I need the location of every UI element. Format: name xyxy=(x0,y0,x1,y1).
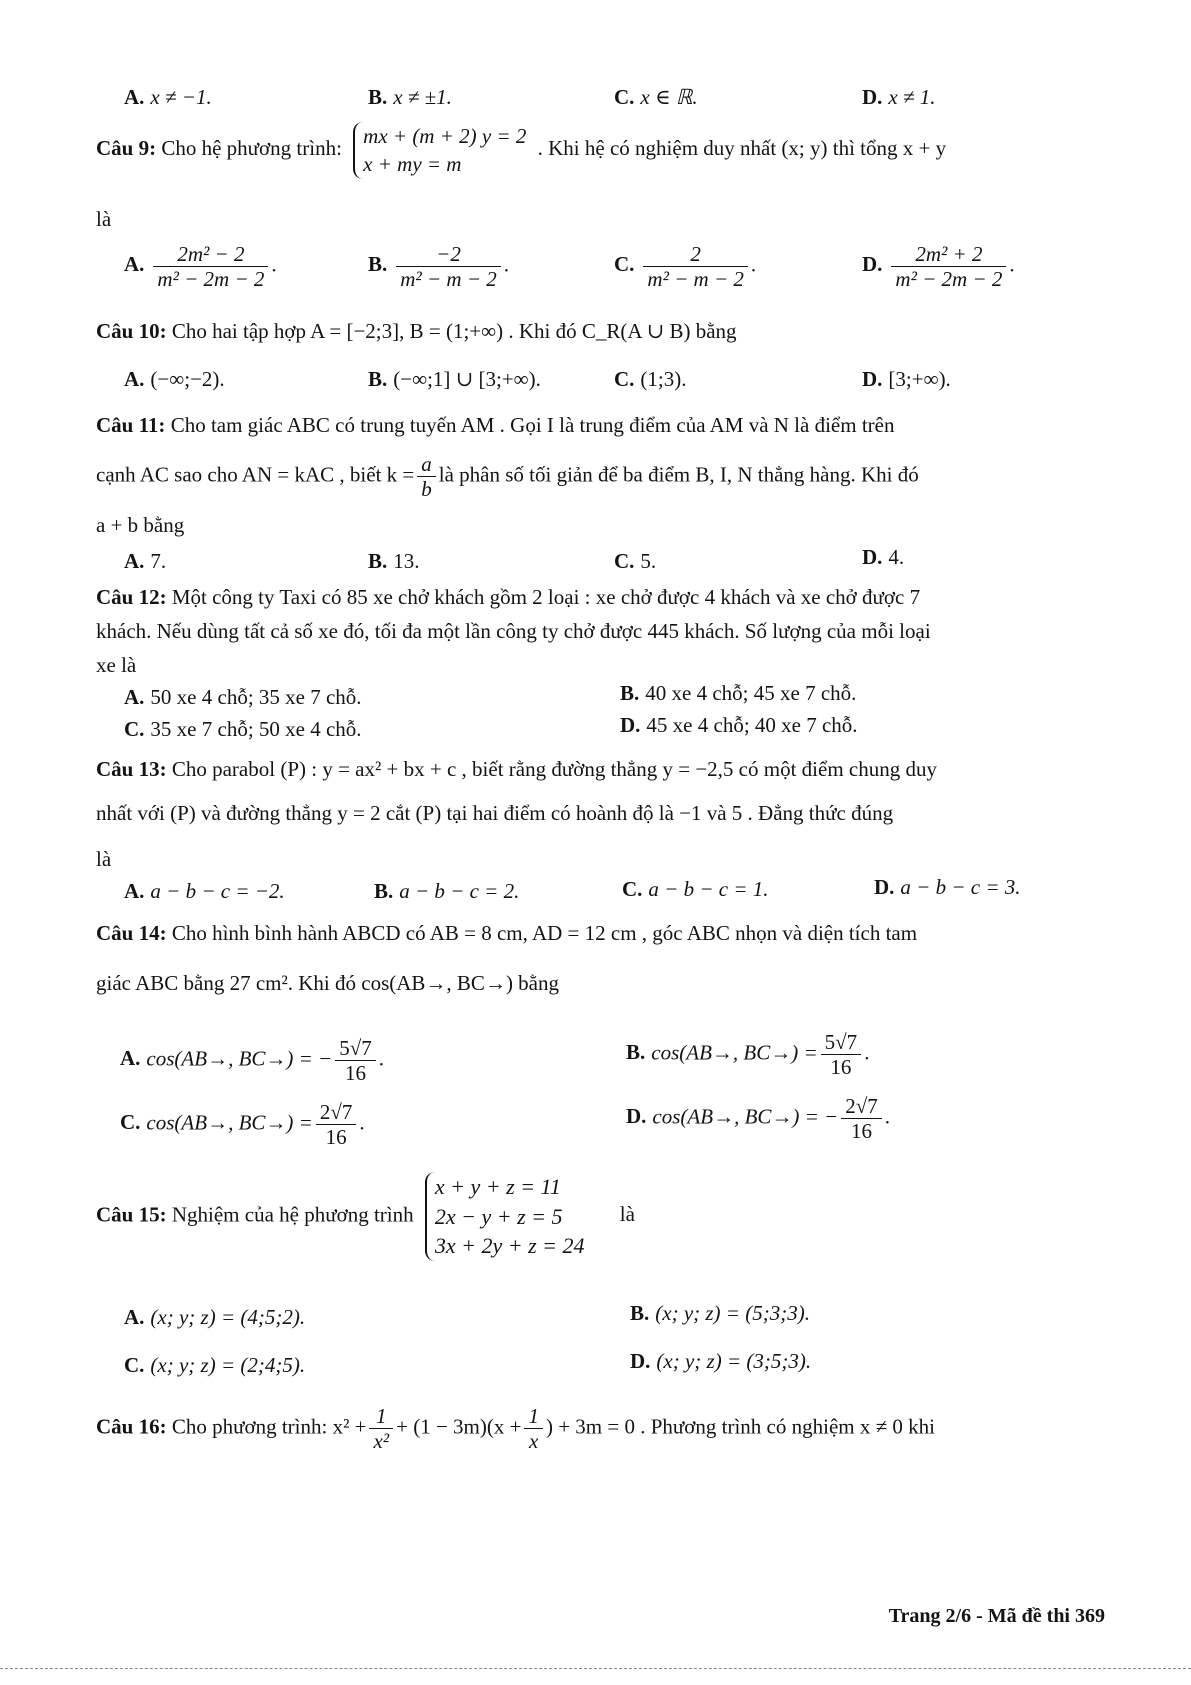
option-label: A. xyxy=(124,685,145,709)
q11-option-a xyxy=(124,548,166,574)
question-label: Câu 9: xyxy=(96,136,157,161)
option-label: A. xyxy=(124,879,145,903)
q14-option-c xyxy=(120,1100,365,1149)
question-line-2a: cạnh AC sao cho AN = kAC , biết k = xyxy=(96,462,415,487)
q14-option-d xyxy=(626,1094,890,1143)
denominator: m² − 2m − 2 xyxy=(895,267,1003,292)
equation-1: mx + (m + 2) y = 2 xyxy=(363,124,527,148)
option-text: (−∞;−2). xyxy=(150,367,225,391)
denominator: m² − m − 2 xyxy=(647,267,744,292)
numerator: 2 xyxy=(643,242,747,267)
question-label: Câu 13: xyxy=(96,757,167,781)
denominator: x² xyxy=(373,1429,390,1454)
fraction xyxy=(821,1030,862,1079)
option-lhs: cos(AB→, BC→) = − xyxy=(652,1104,839,1129)
q11-option-c xyxy=(614,548,656,574)
option-label: B. xyxy=(368,85,388,109)
option-text: [3;+∞). xyxy=(888,367,951,391)
option-label: A. xyxy=(124,549,145,573)
q13-option-b xyxy=(374,878,519,904)
option-label: B. xyxy=(620,681,640,705)
denominator: 16 xyxy=(830,1055,852,1080)
numerator: 2√7 xyxy=(316,1100,357,1125)
option-text: 50 xe 4 chỗ; 35 xe 7 chỗ. xyxy=(150,685,362,709)
option-label: C. xyxy=(124,717,145,741)
fraction xyxy=(396,242,500,291)
q11-option-d xyxy=(862,544,904,570)
fraction xyxy=(153,242,268,291)
question-13 xyxy=(96,756,937,782)
question-label: Câu 16: xyxy=(96,1414,167,1439)
fraction xyxy=(643,242,747,291)
question-11 xyxy=(96,412,894,438)
denominator: b xyxy=(421,477,432,502)
option-text: x ∈ ℝ. xyxy=(640,85,698,109)
question-9-tail: là xyxy=(96,207,112,231)
option-label: D. xyxy=(862,367,883,391)
option-label: A. xyxy=(120,1046,141,1071)
fraction xyxy=(841,1094,882,1143)
option-end: . xyxy=(378,1046,385,1071)
numerator: a xyxy=(417,452,436,477)
q11-option-b xyxy=(368,548,420,574)
q9-option-c xyxy=(614,242,756,291)
numerator: 2√7 xyxy=(841,1094,882,1119)
question-16 xyxy=(96,1404,935,1453)
option-end: . xyxy=(503,252,509,277)
option-text: (x; y; z) = (4;5;2). xyxy=(150,1305,306,1329)
question-end: ) + 3m = 0 . Phương trình có nghiệm x ≠ 0 khi xyxy=(545,1414,935,1439)
option-text: a − b − c = 2. xyxy=(399,879,520,903)
fraction-2 xyxy=(524,1404,543,1453)
denominator: m² − 2m − 2 xyxy=(157,267,265,292)
option-lhs: cos(AB→, BC→) = xyxy=(146,1110,313,1135)
numerator: 1 xyxy=(369,1404,393,1429)
q9-option-b xyxy=(368,242,509,291)
q12-option-b xyxy=(620,680,856,706)
question-label: Câu 12: xyxy=(96,585,167,609)
question-12-line-3: xe là xyxy=(96,653,137,677)
question-label: Câu 11: xyxy=(96,413,166,437)
question-intro: Nghiệm của hệ phương trình xyxy=(171,1202,414,1227)
option-text: (x; y; z) = (2;4;5). xyxy=(150,1353,306,1377)
option-text: a − b − c = 3. xyxy=(900,875,1021,899)
question-mid: + (1 − 3m)(x + xyxy=(396,1414,522,1439)
numerator: −2 xyxy=(396,242,500,267)
option-end: . xyxy=(864,1040,870,1065)
q9-option-a xyxy=(124,242,277,291)
option-label: D. xyxy=(626,1104,647,1129)
option-label: C. xyxy=(124,1353,145,1377)
question-14-line-2: giác ABC bằng 27 cm². Khi đó cos(AB→, BC→) bằng xyxy=(96,971,560,995)
question-11-line-2 xyxy=(96,452,919,501)
denominator: x xyxy=(529,1429,539,1454)
option-text: 5. xyxy=(640,549,657,573)
option-label: C. xyxy=(614,549,635,573)
question-line-1: Cho parabol (P) : y = ax² + bx + c , biết rằng đường thẳng y = −2,5 có một điểm chung duy xyxy=(171,757,937,781)
option-label: D. xyxy=(862,85,883,109)
option-text: (−∞;1] ∪ [3;+∞). xyxy=(393,367,541,391)
option-end: . xyxy=(884,1104,891,1129)
q8-option-c xyxy=(614,84,698,110)
q8-option-d xyxy=(862,84,936,110)
option-label: C. xyxy=(614,85,635,109)
equation-system xyxy=(353,122,526,179)
denominator: m² − m − 2 xyxy=(400,267,497,292)
option-label: C. xyxy=(622,877,643,901)
question-rest: . Khi hệ có nghiệm duy nhất (x; y) thì tổng x + y xyxy=(537,136,947,161)
q10-option-a xyxy=(124,366,225,392)
q14-option-a xyxy=(120,1036,384,1085)
denominator: 16 xyxy=(325,1125,347,1150)
question-text: Cho hai tập hợp A = [−2;3], B = (1;+∞) . Khi đó C_R(A ∪ B) bằng xyxy=(171,319,737,343)
option-label: D. xyxy=(630,1349,651,1373)
option-text: 45 xe 4 chỗ; 40 xe 7 chỗ. xyxy=(646,713,858,737)
option-text: (x; y; z) = (3;5;3). xyxy=(656,1349,812,1373)
question-13-line-2: nhất với (P) và đường thẳng y = 2 cắt (P) tại hai điểm có hoành độ là −1 và 5 . Đẳng thức đúng xyxy=(96,801,894,825)
question-line-2b: là phân số tối giản để ba điểm B, I, N thẳng hàng. Khi đó xyxy=(438,462,919,487)
option-label: A. xyxy=(124,252,145,277)
q15-option-c xyxy=(124,1352,305,1378)
option-end: . xyxy=(1009,252,1015,277)
question-tail: là xyxy=(619,1202,635,1227)
q12-option-c xyxy=(124,716,362,742)
q9-option-d xyxy=(862,242,1015,291)
option-text: 40 xe 4 chỗ; 45 xe 7 chỗ. xyxy=(645,681,857,705)
option-text: 4. xyxy=(888,545,905,569)
equation-1: x + y + z = 11 xyxy=(434,1174,561,1199)
question-intro: Cho hệ phương trình: xyxy=(161,136,342,161)
option-label: B. xyxy=(368,549,388,573)
q12-option-d xyxy=(620,712,858,738)
question-12-line-2: khách. Nếu dùng tất cả số xe đó, tối đa một lần công ty chở được 445 khách. Số lượng của mỗi loại xyxy=(96,619,931,643)
equation-system xyxy=(425,1172,585,1261)
question-label: Câu 15: xyxy=(96,1202,167,1227)
bottom-divider xyxy=(0,1668,1191,1669)
q10-option-b xyxy=(368,366,541,392)
fraction xyxy=(316,1100,357,1149)
q10-option-d xyxy=(862,366,951,392)
option-end: . xyxy=(359,1110,365,1135)
q14-option-b xyxy=(626,1030,869,1079)
numerator: 5√7 xyxy=(335,1036,376,1061)
option-label: C. xyxy=(614,252,635,277)
option-lhs: cos(AB→, BC→) = xyxy=(651,1040,818,1065)
q15-option-b xyxy=(630,1300,810,1326)
option-label: B. xyxy=(374,879,394,903)
question-10 xyxy=(96,318,737,344)
question-label: Câu 14: xyxy=(96,921,167,945)
option-label: A. xyxy=(124,1305,145,1329)
denominator: 16 xyxy=(851,1119,872,1144)
denominator: 16 xyxy=(345,1061,366,1086)
option-text: a − b − c = 1. xyxy=(648,877,769,901)
option-text: x ≠ ±1. xyxy=(393,85,452,109)
q8-option-a xyxy=(124,84,212,110)
option-text: (x; y; z) = (5;3;3). xyxy=(655,1301,810,1325)
question-intro: Cho phương trình: x² + xyxy=(171,1414,367,1439)
option-text: 13. xyxy=(393,549,420,573)
option-end: . xyxy=(271,252,277,277)
option-lhs: cos(AB→, BC→) = − xyxy=(146,1046,333,1071)
q10-option-c xyxy=(614,366,687,392)
option-text: 7. xyxy=(150,549,167,573)
fraction-1 xyxy=(369,1404,393,1453)
option-label: A. xyxy=(124,85,145,109)
option-text: (1;3). xyxy=(640,367,687,391)
option-label: D. xyxy=(862,252,883,277)
question-13-line-3: là xyxy=(96,847,112,871)
option-label: C. xyxy=(614,367,635,391)
q13-option-d xyxy=(874,874,1021,900)
q13-option-a xyxy=(124,878,285,904)
numerator: 2m² + 2 xyxy=(891,242,1006,267)
q15-option-d xyxy=(630,1348,811,1374)
question-14 xyxy=(96,920,917,946)
question-line-1: Cho tam giác ABC có trung tuyến AM . Gọi I là trung điểm của AM và N là điểm trên xyxy=(170,413,895,437)
option-text: 35 xe 7 chỗ; 50 xe 4 chỗ. xyxy=(150,717,362,741)
question-15 xyxy=(96,1172,635,1261)
question-label: Câu 10: xyxy=(96,319,167,343)
option-label: B. xyxy=(626,1040,646,1065)
option-text: a − b − c = −2. xyxy=(150,879,285,903)
option-text: x ≠ 1. xyxy=(888,85,936,109)
option-label: C. xyxy=(120,1110,141,1135)
q13-option-c xyxy=(622,876,769,902)
numerator: 2m² − 2 xyxy=(153,242,268,267)
question-12 xyxy=(96,584,920,610)
fraction xyxy=(891,242,1006,291)
option-label: D. xyxy=(620,713,641,737)
q12-option-a xyxy=(124,684,362,710)
equation-2: 2x − y + z = 5 xyxy=(434,1203,563,1229)
option-label: B. xyxy=(368,252,388,277)
option-end: . xyxy=(750,252,757,277)
fraction xyxy=(335,1036,376,1085)
q8-option-b xyxy=(368,84,452,110)
k-fraction xyxy=(417,452,436,501)
equation-2: x + my = m xyxy=(363,152,462,177)
numerator: 1 xyxy=(524,1404,543,1429)
question-line-1: Một công ty Taxi có 85 xe chở khách gồm 2 loại : xe chở được 4 khách và xe chở được 7 xyxy=(171,585,921,609)
q15-option-a xyxy=(124,1304,305,1330)
option-label: A. xyxy=(124,367,145,391)
question-line-1: Cho hình bình hành ABCD có AB = 8 cm, AD = 12 cm , góc ABC nhọn và diện tích tam xyxy=(171,921,918,945)
numerator: 5√7 xyxy=(821,1030,862,1055)
question-11-line-3: a + b bằng xyxy=(96,513,185,537)
option-label: D. xyxy=(862,545,883,569)
option-text: x ≠ −1. xyxy=(150,85,212,109)
question-9 xyxy=(96,122,946,179)
option-label: D. xyxy=(874,875,895,899)
equation-3: 3x + 2y + z = 24 xyxy=(434,1233,585,1259)
option-label: B. xyxy=(630,1301,650,1325)
option-label: B. xyxy=(368,367,388,391)
page-footer: Trang 2/6 - Mã đề thi 369 xyxy=(888,1605,1105,1627)
